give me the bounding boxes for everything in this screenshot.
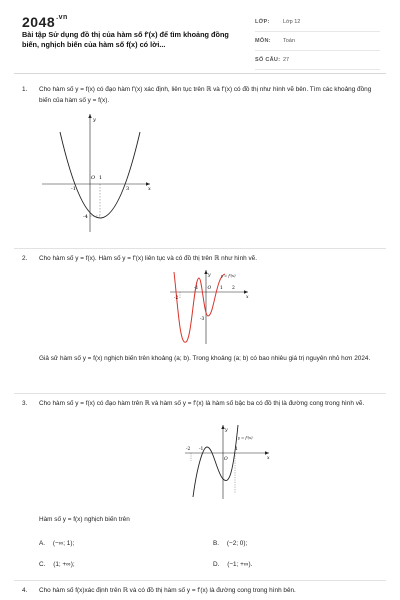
- answer-option-d[interactable]: [213, 561, 252, 568]
- tick-label: 1: [220, 286, 223, 291]
- meta-value: 27: [283, 57, 290, 63]
- origin-label: O: [91, 175, 96, 181]
- question-text: Giả sử hàm số y = f(x) nghịch biến trên khoảng (a; b). Trong khoảng (a; b) có bao nhiêu giá trị nguyên nhỏ hơn 2024.: [39, 355, 371, 362]
- answer-letter: A.: [39, 540, 46, 547]
- question-1-graph: [40, 112, 160, 234]
- question-number: 1.: [22, 86, 28, 93]
- derivative-curve: [193, 425, 238, 497]
- x-axis-label: x: [267, 456, 270, 461]
- meta-key: MÔN:: [255, 38, 271, 44]
- curve-label: y = f'(x): [221, 274, 236, 278]
- tick-label: -3: [200, 317, 205, 322]
- answer-option-c[interactable]: [39, 561, 75, 568]
- logo-main: 2048: [22, 14, 56, 30]
- question-text: Cho hàm số y = f(x) có đạo hàm trên ℝ và hàm số y = f'(x) là hàm số bậc ba có đồ thị là đường cong trong hình vẽ.: [39, 400, 365, 407]
- x-axis-label: x: [246, 295, 249, 300]
- question-text: Cho hàm số y = f(x) có đạo hàm f'(x) xác định, liên tục trên ℝ và f'(x) có đồ thị như hình vẽ bên. Tìm các khoảng đồng biến của hàm số y = f(x).: [39, 86, 372, 104]
- x-axis-arrow: [265, 451, 269, 454]
- document-title: Bài tập Sử dụng đồ thị của hàm số f'(x) để tìm khoảng đồng biến, nghịch biến của hàm số f(x) có lời...: [22, 30, 229, 49]
- answer-option-b[interactable]: [213, 540, 247, 547]
- tick-label: -1: [71, 186, 76, 192]
- origin-label: O: [224, 457, 228, 462]
- tick-label: 2: [232, 286, 235, 291]
- question-number: 3.: [22, 400, 28, 407]
- answer-text: (−∞; 1);: [52, 540, 75, 547]
- answer-text: (−1; +∞).: [227, 561, 253, 568]
- tick-label: 3: [126, 186, 130, 192]
- header: [0, 0, 400, 72]
- question-number: 4.: [22, 587, 28, 594]
- origin-label: O: [207, 286, 212, 291]
- question-3-graph: [183, 423, 273, 501]
- meta-value: Lớp 12: [283, 19, 301, 25]
- y-axis-label: y: [225, 428, 228, 433]
- meta-row-count: [255, 51, 380, 70]
- meta-key: LỚP:: [255, 19, 270, 25]
- derivative-curve: [174, 272, 225, 342]
- meta-key: SỐ CÂU:: [255, 57, 281, 63]
- tick-label: 1: [235, 447, 238, 452]
- question-text: Cho hàm số y = f(x). Hàm số y = f'(x) liên tục và có đồ thị trên ℝ như hình vẽ.: [39, 255, 257, 262]
- question-number: 2.: [22, 255, 28, 262]
- curve-label: y = f'(x): [238, 436, 253, 440]
- y-axis-label: y: [93, 117, 96, 123]
- tick-label: -1: [199, 447, 204, 452]
- answer-option-a[interactable]: [39, 540, 74, 547]
- answer-letter: C.: [39, 561, 46, 568]
- question-text: Cho hàm số f(x)xác định trên ℝ và có đồ thị hàm số y = f'(x) là đường cong trong hình bên.: [39, 587, 296, 594]
- y-axis-label: y: [208, 273, 211, 278]
- x-axis-label: x: [148, 186, 151, 192]
- question-separator: [14, 248, 386, 249]
- answer-text: (1; +∞);: [53, 561, 75, 568]
- x-axis-arrow: [244, 290, 248, 293]
- tick-label: -2: [186, 447, 191, 452]
- question-separator: [14, 393, 386, 394]
- tick-label: -4: [83, 214, 88, 220]
- question-prompt: Hàm số y = f(x) nghịch biến trên: [39, 516, 130, 523]
- site-logo[interactable]: [22, 14, 68, 30]
- answer-text: (−2; 0);: [226, 540, 248, 547]
- logo-suffix: .vn: [56, 14, 68, 21]
- answer-letter: D.: [213, 561, 220, 568]
- y-axis-arrow: [88, 114, 91, 118]
- question-separator: [14, 580, 386, 581]
- tick-label: 1: [99, 175, 103, 181]
- meta-table: [255, 13, 380, 70]
- tick-label: -1: [194, 286, 199, 291]
- meta-row-subject: [255, 32, 380, 51]
- tick-label: -2: [174, 296, 179, 301]
- meta-row-class: [255, 13, 380, 32]
- meta-value: Toán: [283, 38, 295, 44]
- question-2-graph: [168, 268, 253, 346]
- header-divider: [14, 73, 386, 74]
- answer-letter: B.: [213, 540, 220, 547]
